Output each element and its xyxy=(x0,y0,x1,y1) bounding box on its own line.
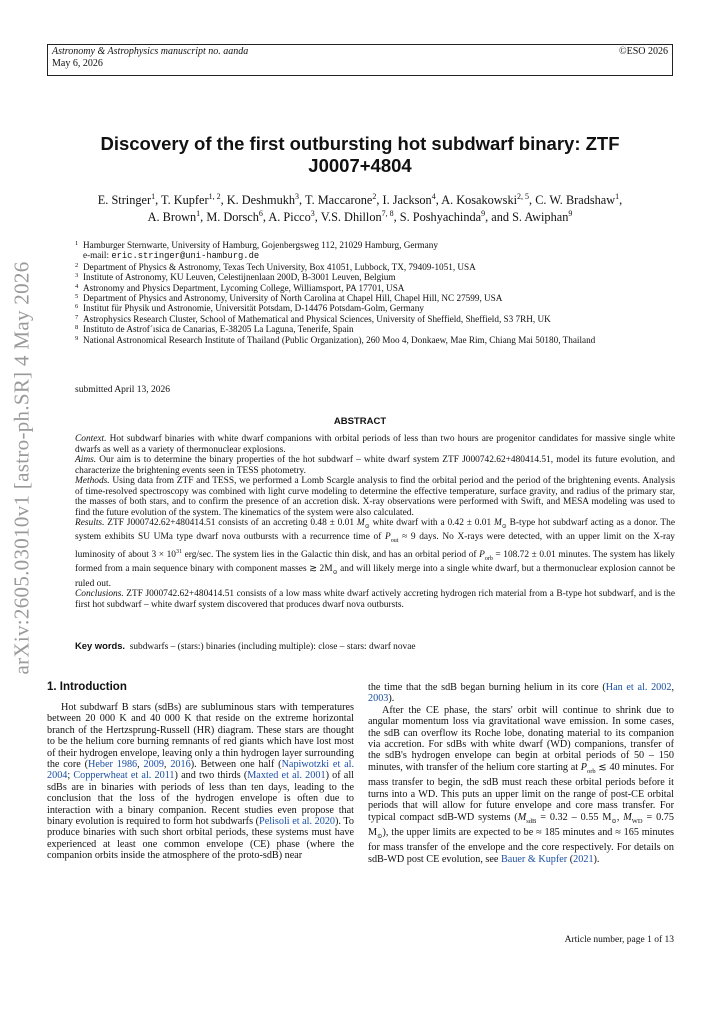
affiliation-text: Astrophysics Research Cluster, School of Mathematical and Physical Sciences, University of Sheffield, Sheffield, S3 7RH, UK xyxy=(83,313,551,324)
affiliation-text: Instituto de Astrof´ısica de Canarias, E-38205 La Laguna, Tenerife, Spain xyxy=(83,324,354,335)
abstract-aims: Aims. Our aim is to determine the binary properties of the hot subdwarf – white dwarf system ZTF J000742.62+480414.51, model its future evolution, and characterize the brightening events seen in TESS photometry. xyxy=(75,455,675,476)
keywords-label: Key words. xyxy=(75,640,126,651)
author-affiliation-mark: 2, 5 xyxy=(517,192,530,201)
journal-line: Astronomy & Astrophysics manuscript no. aanda xyxy=(52,46,249,57)
author-name: A. Picco xyxy=(268,210,311,225)
affiliation-text: National Astronomical Research Institute of Thailand (Public Organization), 260 Moo 4, Donkaew, Mae Rim, Chiang Mai 50180, Thailand xyxy=(83,334,596,345)
citation-link[interactable]: Pelisoli et al. 2020 xyxy=(259,816,336,828)
author-name: I. Jackson xyxy=(382,193,432,208)
affiliation-text: Hamburger Sternwarte, University of Hamburg, Gojenbergsweg 112, 21029 Hamburg, Germany xyxy=(83,240,438,250)
abstract-heading: ABSTRACT xyxy=(333,416,387,427)
submitted-date: submitted April 13, 2026 xyxy=(75,385,170,395)
abstract-context: Context. Hot subdwarf binaries with white dwarf companions with orbital periods of less than two hours are progenitor candidates for massive single white dwarfs as well as a variety of thermonuclear explosions. xyxy=(75,434,675,455)
citation-link[interactable]: 2009 xyxy=(143,759,164,771)
citation-link[interactable]: Han et al. 2002 xyxy=(605,682,672,693)
copyright: ©ESO 2026 xyxy=(619,46,668,57)
affiliation-item xyxy=(75,303,685,313)
author-name: E. Stringer xyxy=(97,193,152,208)
author-affiliation-mark: 1 xyxy=(615,192,620,201)
affiliation-text: Institute of Astronomy, KU Leuven, Celestijnenlaan 200D, B-3001 Leuven, Belgium xyxy=(83,272,396,283)
abstract-conclusions: Conclusions. ZTF J000742.62+480414.51 consists of a low mass white dwarf actively accreting hydrogen rich material from a B-type hot subdwarf, and is the first hot subdwarf – white dwarf system discovered that produces dwarf nova outbursts. xyxy=(75,589,675,610)
author-name: M. Dorsch xyxy=(206,210,259,225)
author-name: T. Maccarone xyxy=(304,193,373,208)
affiliation-item xyxy=(75,283,685,293)
citation-link[interactable]: Napiwotzki et al. 2004 xyxy=(47,759,355,782)
section-heading-introduction: 1. Introduction xyxy=(47,681,127,693)
author-affiliation-mark: 7, 8 xyxy=(381,209,394,219)
author-affiliation-mark: 3 xyxy=(295,192,300,201)
citation-link[interactable]: Maxted et al. 2001 xyxy=(247,770,326,782)
citation-link[interactable]: Bauer & Kupfer xyxy=(501,853,568,865)
author-line-1: E. Stringer$^1$, T. Kupfer$^{1, 2}$, K. Deshmukh$^3$, T. Maccarone$^2$, I. Jackson$^4$, A. Kosakowski$^{2, 5}$, C. W. Bradshaw$^1$, xyxy=(97,192,623,208)
affiliation-number: 5 xyxy=(75,293,79,301)
right-column-text: the time that the sdB began burning helium in its core (Han et al. 2002, 2003). After the CE phase, the stars' orbit will continue to shrink due to angular momentum loss via gravitational wave emission. In some cases, the sdB can overflow its Roche lobe, donating material to its companion via accretion. For sdBs with white dwarf (WD) companions, transfer of the sdB's hydrogen envelope can begin at orbital periods of 50 – 150 minutes, with transfer of the helium core starting at $P_{orb}$ ≲ 40 minutes. For mass transfer to begin, the sdB must reach these orbital periods before it turns into a WD. This puts an upper limit on the range of post-CE orbital periods that will allow for future envelope and core mass transfer. For typical compact sdB-WD systems ($M_{sdB} = 0.32 - 0.55$ $M_⊙$, $M_{WD} = 0.75$ $M_⊙$), the upper limits are expected to be ≈ 185 minutes and ≈ 165 minutes for mass transfer of the envelope and the core respectively. For details on sdB-WD post CE evolution, see Bauer & Kupfer (2021). xyxy=(368,682,674,865)
author-affiliation-mark: 1, 2 xyxy=(208,192,221,201)
citation-link[interactable]: 2003 xyxy=(368,693,389,705)
affiliation-number: 1 xyxy=(75,240,79,247)
author-name: A. Brown xyxy=(147,210,197,225)
affiliation-text: Department of Physics & Astronomy, Texas Tech University, Box 41051, Lubbock, TX, 79409-1051, USA xyxy=(83,261,476,272)
affiliation-list xyxy=(75,240,685,345)
affiliation-number: 4 xyxy=(75,282,79,290)
citation-link[interactable]: Copperwheat et al. 2011 xyxy=(73,770,175,782)
abstract-body xyxy=(75,434,675,610)
affiliation-number: 2 xyxy=(75,261,79,269)
left-column-text: Hot subdwarf B stars (sdBs) are subluminous stars with temperatures between 20 000 K and 40 000 K that reside on the extreme horizontal branch of the Hertzsprung-Russell (HR) diagram. These stars are thought to be the helium core burning remnants of red giants which have lost most of their hydrogen envelope, leaving only a thin hydrogen layer surrounding the core (Heber 1986, 2009, 2016). Between one half (Napiwotzki et al. 2004; Copperwheat et al. 2011) and two thirds (Maxted et al. 2001) of all sdBs are in binaries with periods of less than ten days, leading to the conclusion that the loss of the hydrogen envelope is often due to interaction with a binary companion. Recent studies even propose that binary evolution is required to form hot subdwarfs (Pelisoli et al. 2020). To produce binaries with such short orbital periods, these systems must have experienced at least one common envelope (CE) phase (where the companion orbits inside the atmosphere of the proto-sdB) near xyxy=(47,702,355,862)
affiliation-text: Department of Physics and Astronomy, University of North Carolina at Chapel Hill, Chapel Hill, NC 27599, USA xyxy=(83,293,503,304)
page-footer: Article number, page 1 of 13 xyxy=(564,935,674,945)
citation-link[interactable]: Heber 1986 xyxy=(88,759,138,771)
author-line-2: A. Brown$^1$, M. Dorsch$^6$, A. Picco$^3$, V.S. Dhillon$^{7, 8}$, S. Poshyachinda$^9$, and S. Awiphan$^9$ xyxy=(147,209,573,225)
author-name: V.S. Dhillon xyxy=(320,210,382,225)
affiliation-number: 8 xyxy=(75,324,79,332)
author-affiliation-mark: 4 xyxy=(431,192,436,201)
keywords xyxy=(75,640,675,652)
affiliation-item xyxy=(75,314,685,324)
citation-link[interactable]: 2016 xyxy=(170,759,191,771)
affiliation-number: 7 xyxy=(75,313,79,321)
affiliation-number: 9 xyxy=(75,334,79,342)
author-list xyxy=(60,190,660,224)
arxiv-stamp-text: arXiv:2605.03010v1 [astro-ph.SR] 4 May 2026 xyxy=(9,261,34,675)
author-affiliation-mark: 1 xyxy=(151,192,156,201)
author-name: C. W. Bradshaw xyxy=(535,193,616,208)
affiliation-item xyxy=(75,272,685,282)
affiliation-item xyxy=(75,335,685,345)
author-name: S. Poshyachinda xyxy=(399,210,482,225)
affiliation-item xyxy=(75,250,685,261)
affiliation-item xyxy=(75,262,685,272)
date-line: May 6, 2026 xyxy=(52,58,103,69)
keywords-text: subdwarfs – (stars:) binaries (including multiple): close – stars: dwarf novae xyxy=(129,642,416,652)
affiliation-number: 6 xyxy=(75,303,79,311)
author-affiliation-mark: 9 xyxy=(481,209,486,219)
author-affiliation-mark: 3 xyxy=(310,209,315,219)
citation-link[interactable]: 2021 xyxy=(573,853,594,865)
affiliation-item xyxy=(75,240,685,250)
affiliation-item xyxy=(75,324,685,334)
author-affiliation-mark: 9 xyxy=(568,209,573,219)
author-name: K. Deshmukh xyxy=(226,193,296,208)
author-name: S. Awiphan xyxy=(512,210,569,225)
author-affiliation-mark: 1 xyxy=(196,209,201,219)
arxiv-stamp xyxy=(0,0,44,1019)
affiliation-item xyxy=(75,293,685,303)
abstract-results: Results. ZTF J000742.62+480414.51 consists of an accreting 0.48 ± 0.01 $M_⊙$ white dwarf with a 0.42 ± 0.01 $M_⊙$ B-type hot subdwarf acting as a donor. The system exhibits SU UMa type dwarf nova outbursts with a recurrence time of $P_{out} \approx 9$ days. No X-rays were detected, with an upper limit on the X-ray luminosity of about $3 \times 10^{31}$ erg/sec. The system lies in the Galactic thin disk, and has an orbital period of $P_{orb} = 108.72 \pm 0.01$ minutes. The system has likely formed from a main sequence binary with component masses ≳ $2M_⊙$ and will likely merge into a single white dwarf, but a thermonuclear explosion cannot be ruled out. xyxy=(75,518,675,589)
affiliation-number: 3 xyxy=(75,272,79,280)
author-name: A. Kosakowski xyxy=(441,193,518,208)
author-affiliation-mark: 6 xyxy=(258,209,263,219)
affiliation-text: Institut für Physik und Astronomie, Universität Potsdam, D-14476 Potsdam-Golm, Germany xyxy=(83,303,424,314)
affiliation-text: Astronomy and Physics Department, Lycoming College, Williamsport, PA 17701, USA xyxy=(83,282,405,293)
affiliation-text: e-mail: xyxy=(83,250,112,261)
email-address[interactable]: eric.stringer@uni-hamburg.de xyxy=(111,251,260,262)
author-affiliation-mark: 2 xyxy=(372,192,377,201)
paper-title: Discovery of the first outbursting hot subdwarf binary: ZTF J0007+4804 xyxy=(100,133,620,176)
abstract-methods: Methods. Using data from ZTF and TESS, we performed a Lomb Scargle analysis to find the orbital period and the period of the brightening events. Analysis of time-resolved spectroscopy was combined with light curve modeling to determine the effective temperature, surface gravity, and radius of the primary star, the masses of both stars, and to confirm the presence of an accretion disk. X-ray observations were performed with Swift, and MESA modeling was used to find the future evolution of the system. The kinematics of the system were also calculated. xyxy=(75,476,675,518)
journal-header xyxy=(47,44,673,76)
author-name: T. Kupfer xyxy=(161,193,209,208)
